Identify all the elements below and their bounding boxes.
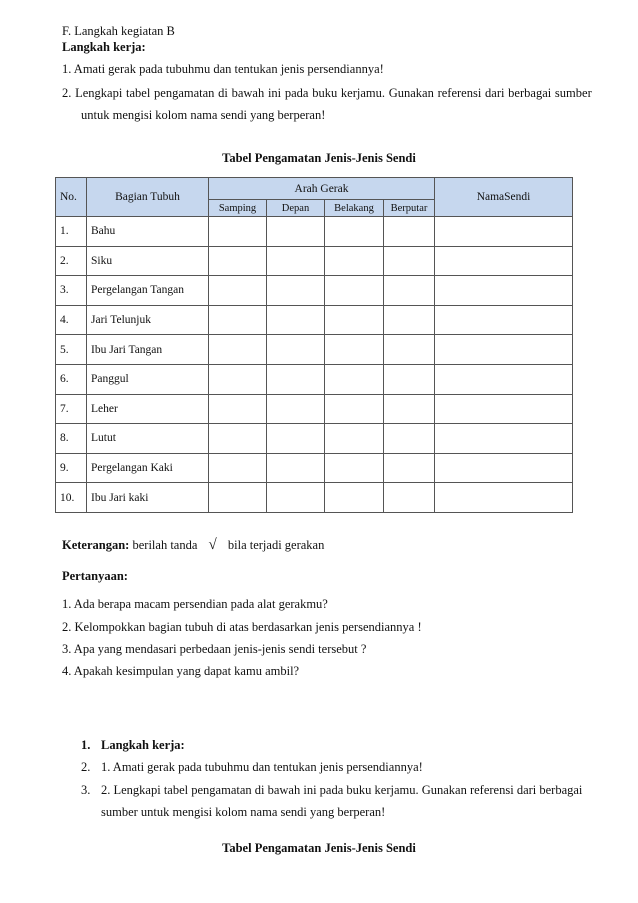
table-row [56, 483, 573, 513]
step-2-continued: untuk mengisi kolom nama sendi yang berperan! [81, 108, 326, 122]
berputar-cell[interactable] [384, 305, 435, 335]
depan-cell[interactable] [267, 335, 325, 365]
belakang-cell[interactable] [325, 305, 384, 335]
row-bagian-tubuh: Bahu [87, 217, 209, 247]
belakang-cell[interactable] [325, 276, 384, 306]
keterangan [62, 538, 324, 553]
samping-cell[interactable] [209, 364, 267, 394]
row-number: 3. [56, 276, 87, 306]
nama-sendi-cell[interactable] [435, 305, 573, 335]
pertanyaan-title: Pertanyaan: [62, 569, 128, 583]
header-bagian-tubuh: Bagian Tubuh [87, 178, 209, 217]
keterangan-post: bila terjadi gerakan [227, 538, 325, 552]
keterangan-label: Keterangan: [62, 538, 130, 552]
row-number: 8. [56, 424, 87, 454]
table-row [56, 276, 573, 306]
samping-cell[interactable] [209, 483, 267, 513]
header-no: No. [56, 178, 87, 217]
list2-item-1-number: 1. [81, 738, 91, 752]
header-arah-gerak: Arah Gerak [209, 178, 435, 200]
row-bagian-tubuh: Ibu Jari Tangan [87, 335, 209, 365]
table-title-2: Tabel Pengamatan Jenis-Jenis Sendi [222, 841, 416, 855]
step-2: 2. Lengkapi tabel pengamatan di bawah ini pada buku kerjamu. Gunakan referensi dari berbagai sumber [62, 86, 592, 100]
step-1: 1. Amati gerak pada tubuhmu dan tentukan jenis persendiannya! [62, 62, 384, 76]
table-row [56, 246, 573, 276]
table-row [56, 335, 573, 365]
row-bagian-tubuh: Siku [87, 246, 209, 276]
header-depan: Depan [267, 200, 325, 217]
nama-sendi-cell[interactable] [435, 335, 573, 365]
nama-sendi-cell[interactable] [435, 424, 573, 454]
depan-cell[interactable] [267, 217, 325, 247]
row-number: 5. [56, 335, 87, 365]
row-bagian-tubuh: Pergelangan Kaki [87, 453, 209, 483]
berputar-cell[interactable] [384, 246, 435, 276]
row-number: 9. [56, 453, 87, 483]
nama-sendi-cell[interactable] [435, 217, 573, 247]
belakang-cell[interactable] [325, 483, 384, 513]
depan-cell[interactable] [267, 483, 325, 513]
row-number: 7. [56, 394, 87, 424]
berputar-cell[interactable] [384, 335, 435, 365]
table-row [56, 305, 573, 335]
list2-item-3-number: 3. [81, 783, 91, 797]
keterangan-pre: berilah tanda [132, 538, 198, 552]
belakang-cell[interactable] [325, 453, 384, 483]
table-row [56, 394, 573, 424]
list2-item-3-continued: sumber untuk mengisi kolom nama sendi yang berperan! [101, 805, 386, 819]
table-row [56, 217, 573, 247]
header-belakang: Belakang [325, 200, 384, 217]
samping-cell[interactable] [209, 246, 267, 276]
row-number: 2. [56, 246, 87, 276]
belakang-cell[interactable] [325, 335, 384, 365]
nama-sendi-cell[interactable] [435, 246, 573, 276]
berputar-cell[interactable] [384, 424, 435, 454]
belakang-cell[interactable] [325, 394, 384, 424]
row-bagian-tubuh: Ibu Jari kaki [87, 483, 209, 513]
table-row [56, 453, 573, 483]
section-heading: F. Langkah kegiatan B [62, 24, 175, 38]
table-row [56, 364, 573, 394]
depan-cell[interactable] [267, 246, 325, 276]
list2-item-2: 1. Amati gerak pada tubuhmu dan tentukan jenis persendiannya! [101, 760, 423, 774]
row-bagian-tubuh: Leher [87, 394, 209, 424]
nama-sendi-cell[interactable] [435, 483, 573, 513]
samping-cell[interactable] [209, 394, 267, 424]
row-number: 10. [56, 483, 87, 513]
header-berputar: Berputar [384, 200, 435, 217]
list2-item-3: 2. Lengkapi tabel pengamatan di bawah ini pada buku kerjamu. Gunakan referensi dari berbagai [101, 783, 583, 797]
row-number: 1. [56, 217, 87, 247]
belakang-cell[interactable] [325, 364, 384, 394]
berputar-cell[interactable] [384, 364, 435, 394]
question-4: 4. Apakah kesimpulan yang dapat kamu ambil? [62, 664, 300, 678]
nama-sendi-cell[interactable] [435, 394, 573, 424]
list2-item-1: Langkah kerja: [101, 738, 185, 752]
row-bagian-tubuh: Jari Telunjuk [87, 305, 209, 335]
observation-table [55, 177, 573, 513]
belakang-cell[interactable] [325, 424, 384, 454]
checkmark-icon: √ [208, 537, 217, 553]
berputar-cell[interactable] [384, 453, 435, 483]
samping-cell[interactable] [209, 276, 267, 306]
depan-cell[interactable] [267, 276, 325, 306]
nama-sendi-cell[interactable] [435, 276, 573, 306]
langkah-kerja-title: Langkah kerja: [62, 40, 146, 54]
table-row [56, 424, 573, 454]
depan-cell[interactable] [267, 453, 325, 483]
row-number: 6. [56, 364, 87, 394]
row-bagian-tubuh: Lutut [87, 424, 209, 454]
header-nama-sendi: NamaSendi [435, 178, 573, 217]
depan-cell[interactable] [267, 305, 325, 335]
berputar-cell[interactable] [384, 217, 435, 247]
question-2: 2. Kelompokkan bagian tubuh di atas berdasarkan jenis persendiannya ! [62, 620, 422, 634]
samping-cell[interactable] [209, 335, 267, 365]
question-3: 3. Apa yang mendasari perbedaan jenis-jenis sendi tersebut ? [62, 642, 367, 656]
samping-cell[interactable] [209, 453, 267, 483]
berputar-cell[interactable] [384, 394, 435, 424]
question-1: 1. Ada berapa macam persendian pada alat gerakmu? [62, 597, 328, 611]
depan-cell[interactable] [267, 424, 325, 454]
berputar-cell[interactable] [384, 483, 435, 513]
row-bagian-tubuh: Panggul [87, 364, 209, 394]
belakang-cell[interactable] [325, 246, 384, 276]
row-bagian-tubuh: Pergelangan Tangan [87, 276, 209, 306]
nama-sendi-cell[interactable] [435, 453, 573, 483]
nama-sendi-cell[interactable] [435, 364, 573, 394]
samping-cell[interactable] [209, 305, 267, 335]
depan-cell[interactable] [267, 364, 325, 394]
header-samping: Samping [209, 200, 267, 217]
samping-cell[interactable] [209, 424, 267, 454]
berputar-cell[interactable] [384, 276, 435, 306]
list2-item-2-number: 2. [81, 760, 91, 774]
row-number: 4. [56, 305, 87, 335]
belakang-cell[interactable] [325, 217, 384, 247]
samping-cell[interactable] [209, 217, 267, 247]
table-title: Tabel Pengamatan Jenis-Jenis Sendi [222, 151, 416, 165]
depan-cell[interactable] [267, 394, 325, 424]
